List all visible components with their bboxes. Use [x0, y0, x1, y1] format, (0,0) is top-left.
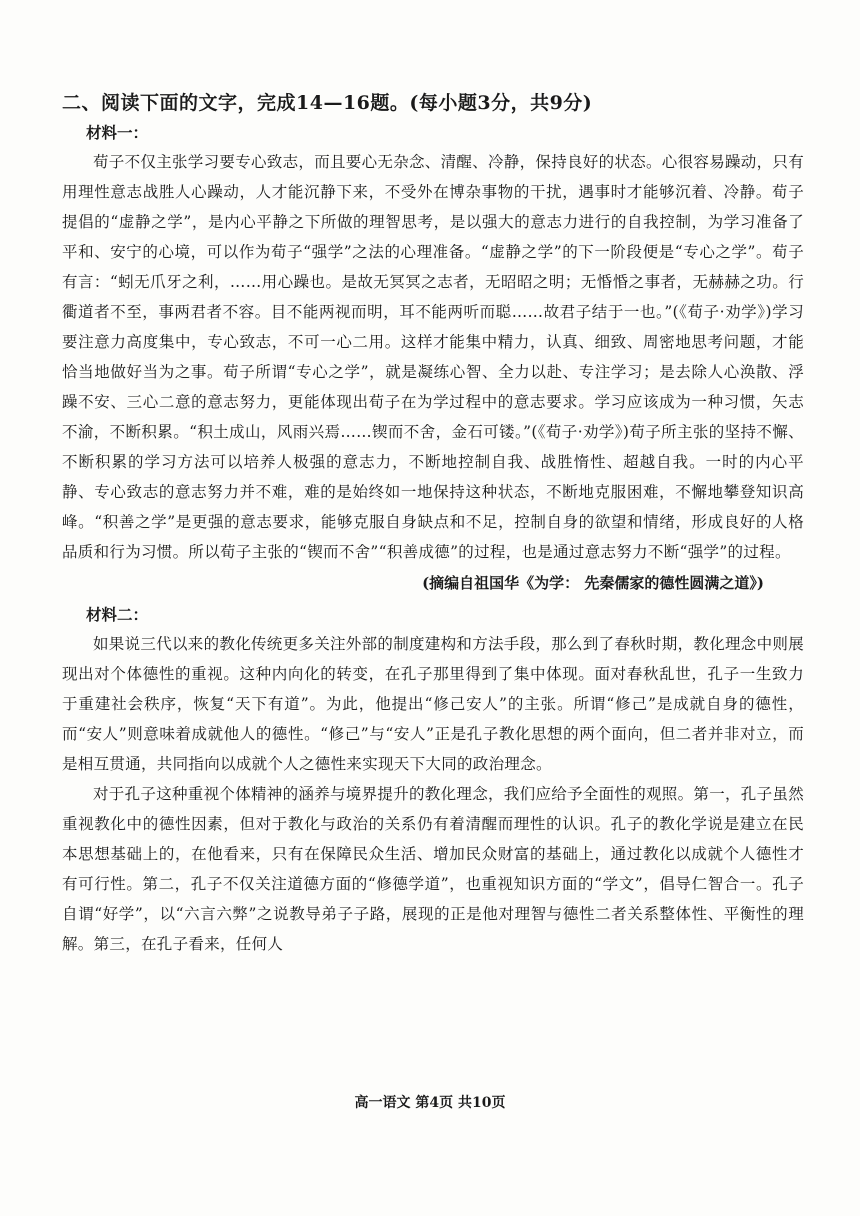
material-one-text: 荀子不仅主张学习要专心致志，而且要心无杂念、清醒、冷静，保持良好的状态。心很容易躁动，只有用理性意志战胜人心躁动，人才能沉静下来，不受外在博杂事物的干扰，遇事时才能够沉着、冷静。荀子提倡的“虚静之学”，是内心平静之下所做的理智思考，是以强大的意志力进行的自我控制，为学习准备了平和、安宁的心境，可以作为荀子“强学”之法的心理准备。“虚静之学”的下一阶段便是“专心之学”。荀子有言：“蚓无爪牙之利，……用心躁也。是故无冥冥之志者，无昭昭之明；无惛惛之事者，无赫赫之功。行衢道者不至，事两君者不容。目不能两视而明，耳不能两听而聪……故君子结于一也。”(《荀子·劝学》)学习要注意力高度集中，专心致志，不可一心二用。这样才能集中精力，认真、细致、周密地思考问题，才能恰当地做好当为之事。荀子所谓“专心之学”，就是凝练心智、全力以赴、专注学习；是去除人心涣散、浮躁不安、三心二意的意志努力，更能体现出荀子在为学过程中的意志要求。学习应该成为一种习惯，矢志不渝，不断积累。“积土成山，风雨兴焉……锲而不舍，金石可镂。”(《荀子·劝学》)荀子所主张的坚持不懈、不断积累的学习方法可以培养人极强的意志力，不断地控制自我、战胜惰性、超越自我。一时的内心平静、专心致志的意志努力并不难，难的是始终如一地保持这种状态，不断地克服困难，不懈地攀登知识高峰。“积善之学”是更强的意志要求，能够克服自身缺点和不足，控制自身的欲望和情绪，形成良好的人格品质和行为习惯。所以荀子主张的“锲而不舍”“积善成德”的过程，也是通过意志努力不断“强学”的过程。 [62, 153, 805, 561]
document-page [62, 88, 804, 959]
question-heading: 二、阅读下面的文字，完成14—16题。(每小题3分，共9分) [62, 92, 593, 114]
material-one-label: 材料一： [86, 123, 149, 142]
material-two-paragraph-1: 如果说三代以来的教化传统更多关注外部的制度建构和方法手段，那么到了春秋时期，教化理念中则展现出对个体德性的重视。这种内向化的转变，在孔子那里得到了集中体现。面对春秋乱世，孔子一生致力于重建社会秩序，恢复“天下有道”。为此，他提出“修己安人”的主张。所谓“修己”是成就自身的德性，而“安人”则意味着成就他人的德性。“修己”与“安人”正是孔子教化思想的两个面向，但二者并非对立，而是相互贯通，共同指向以成就个人之德性来实现天下大同的政治理念。 [62, 635, 805, 773]
material-two-label: 材料二： [86, 605, 149, 624]
material-two-paragraph-2: 对于孔子这种重视个体精神的涵养与境界提升的教化理念，我们应给予全面性的观照。第一，孔子虽然重视教化中的德性因素，但对于教化与政治的关系仍有着清醒而理性的认识。孔子的教化学说是建立在民本思想基础上的，在他看来，只有在保障民众生活、增加民众财富的基础上，通过教化以成就个人德性才有可行性。第二，孔子不仅关注道德方面的“修德学道”，也重视知识方面的“学文”，倡导仁智合一。孔子自谓“好学”，以“六言六弊”之说教导弟子子路，展现的正是他对理智与德性二者关系整体性、平衡性的理解。第三，在孔子看来，任何人 [62, 785, 805, 953]
page-footer: 高一语文 第4页 共10页 [354, 1095, 506, 1111]
material-one-source: (摘编自祖国华《为学： 先秦儒家的德性圆满之道》) [422, 574, 764, 592]
